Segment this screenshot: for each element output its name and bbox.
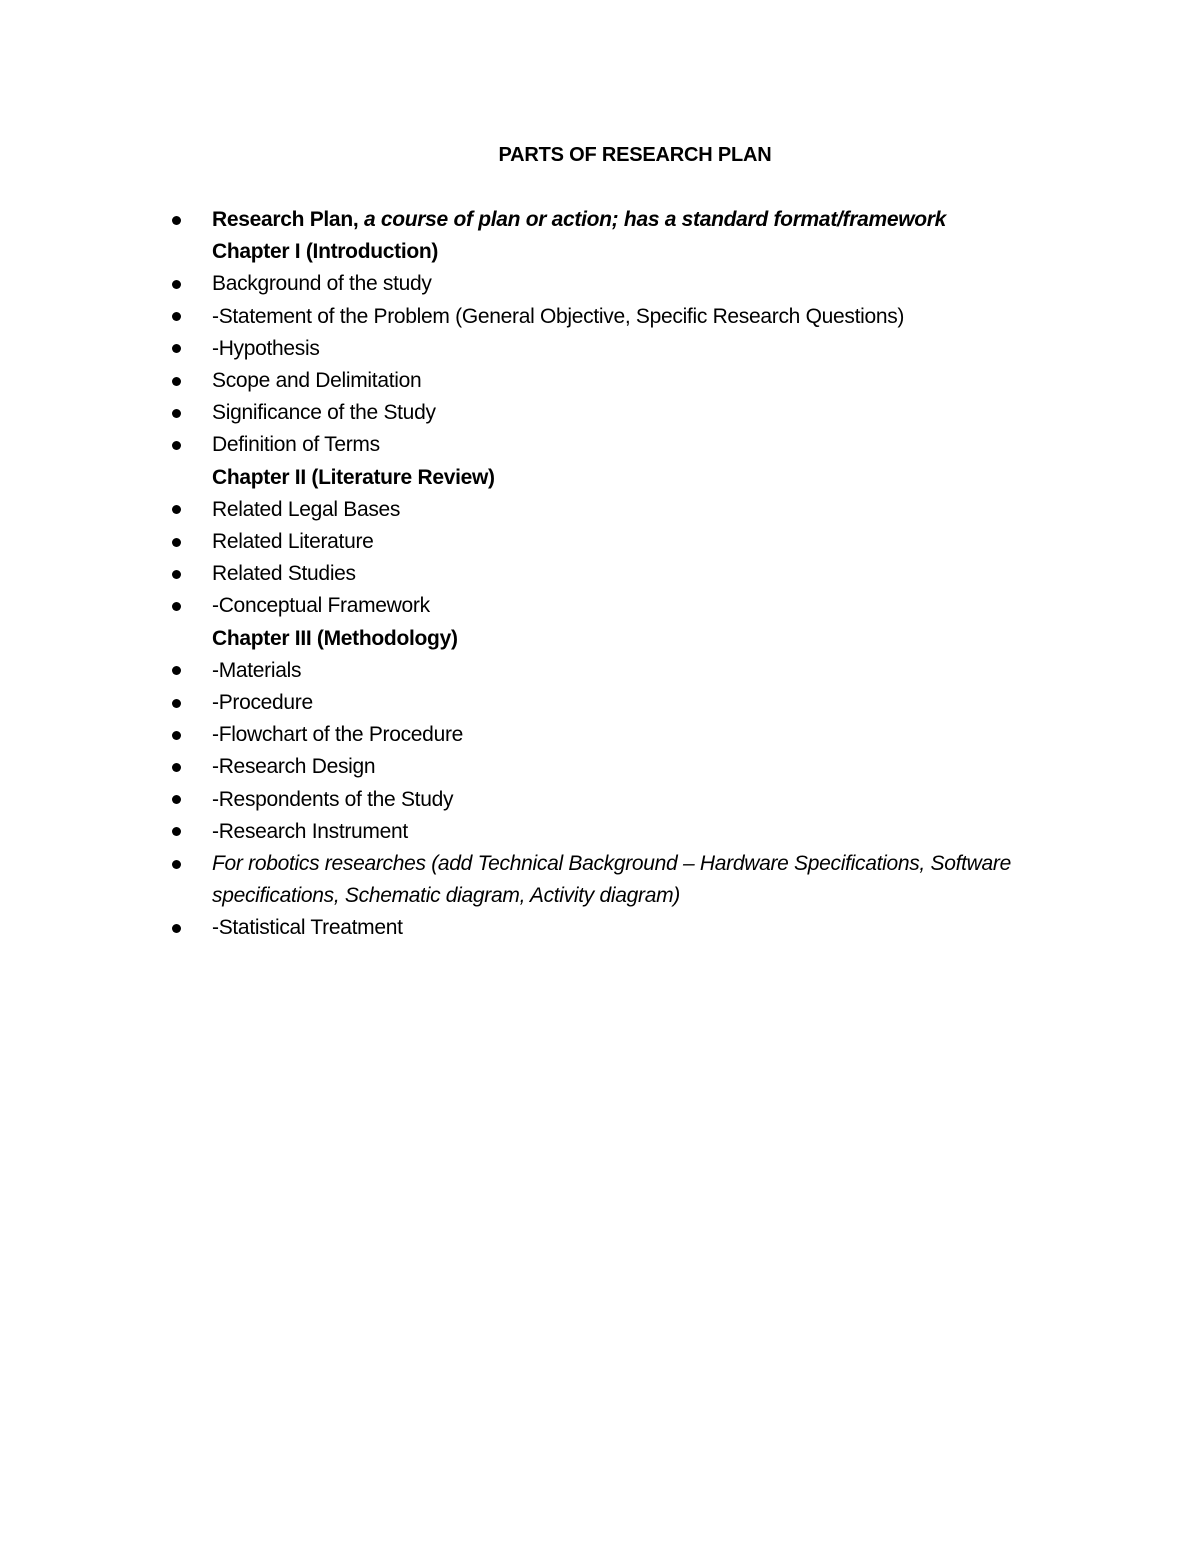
bullet-icon (172, 570, 181, 579)
list-item-text: Related Literature (212, 530, 374, 554)
list-item-text: -Research Design (212, 755, 376, 779)
research-plan-definition: a course of plan or action; has a standard format/framework (363, 208, 947, 231)
bullet-icon (172, 860, 181, 869)
list-item (212, 751, 1092, 783)
bullet-icon (172, 763, 181, 772)
list-item (212, 687, 1092, 719)
bullet-icon (172, 409, 181, 418)
bullet-icon (172, 602, 181, 611)
list-item-text: -Respondents of the Study (212, 787, 454, 811)
list-item-robotics-note (212, 848, 1092, 912)
list-item (212, 784, 1092, 816)
list-item (212, 429, 1092, 461)
list-item-text: -Hypothesis (212, 336, 320, 360)
chapter-heading-methodology: Chapter III (Methodology) (212, 626, 458, 650)
bullet-icon (172, 666, 181, 675)
list-item (212, 655, 1092, 687)
bullet-icon (172, 216, 181, 225)
list-item-text: -Procedure (212, 691, 313, 715)
list-item-text: -Research Instrument (212, 819, 408, 843)
list-item-text: -Conceptual Framework (212, 594, 430, 618)
list-item-text: Related Legal Bases (212, 497, 401, 521)
list-item (212, 365, 1092, 397)
bullet-icon (172, 538, 181, 547)
list-item (212, 333, 1092, 365)
list-item (212, 526, 1092, 558)
bullet-icon (172, 795, 181, 804)
research-plan-list (212, 204, 1092, 944)
list-item (212, 397, 1092, 429)
list-item (212, 912, 1092, 944)
list-item (212, 558, 1092, 590)
robotics-note-text: For robotics researches (add Technical Background – Hardware Specifications, Software specifications, Schematic diagram, Activity diagram) (212, 852, 1011, 908)
bullet-icon (172, 344, 181, 353)
chapter-heading-literature-review: Chapter II (Literature Review) (212, 465, 495, 489)
bullet-icon (172, 731, 181, 740)
list-item-text: -Materials (212, 658, 302, 682)
bullet-icon (172, 827, 181, 836)
list-item (212, 268, 1092, 300)
list-item-text: Scope and Delimitation (212, 369, 422, 393)
list-item (212, 494, 1092, 526)
chapter-heading-introduction: Chapter I (Introduction) (212, 240, 439, 264)
list-item (212, 816, 1092, 848)
document-title: PARTS OF RESEARCH PLAN (498, 144, 772, 166)
list-item-text: -Statement of the Problem (General Objective, Specific Research Questions) (212, 304, 905, 328)
bullet-icon (172, 312, 181, 321)
list-item (212, 590, 1092, 622)
list-item (212, 301, 1092, 333)
list-item-text: Definition of Terms (212, 433, 380, 457)
bullet-icon (172, 280, 181, 289)
bullet-icon (172, 924, 181, 933)
list-item-text: Significance of the Study (212, 401, 436, 425)
list-item-text: Background of the study (212, 272, 432, 296)
bullet-icon (172, 377, 181, 386)
list-item-text: Related Studies (212, 562, 356, 586)
list-item-research-plan (212, 204, 1092, 236)
list-item (212, 719, 1092, 751)
bullet-icon (172, 505, 181, 514)
bullet-icon (172, 699, 181, 708)
research-plan-term: Research Plan, (212, 208, 359, 231)
list-item-text: -Statistical Treatment (212, 916, 403, 940)
list-item-text: -Flowchart of the Procedure (212, 723, 464, 747)
bullet-icon (172, 441, 181, 450)
